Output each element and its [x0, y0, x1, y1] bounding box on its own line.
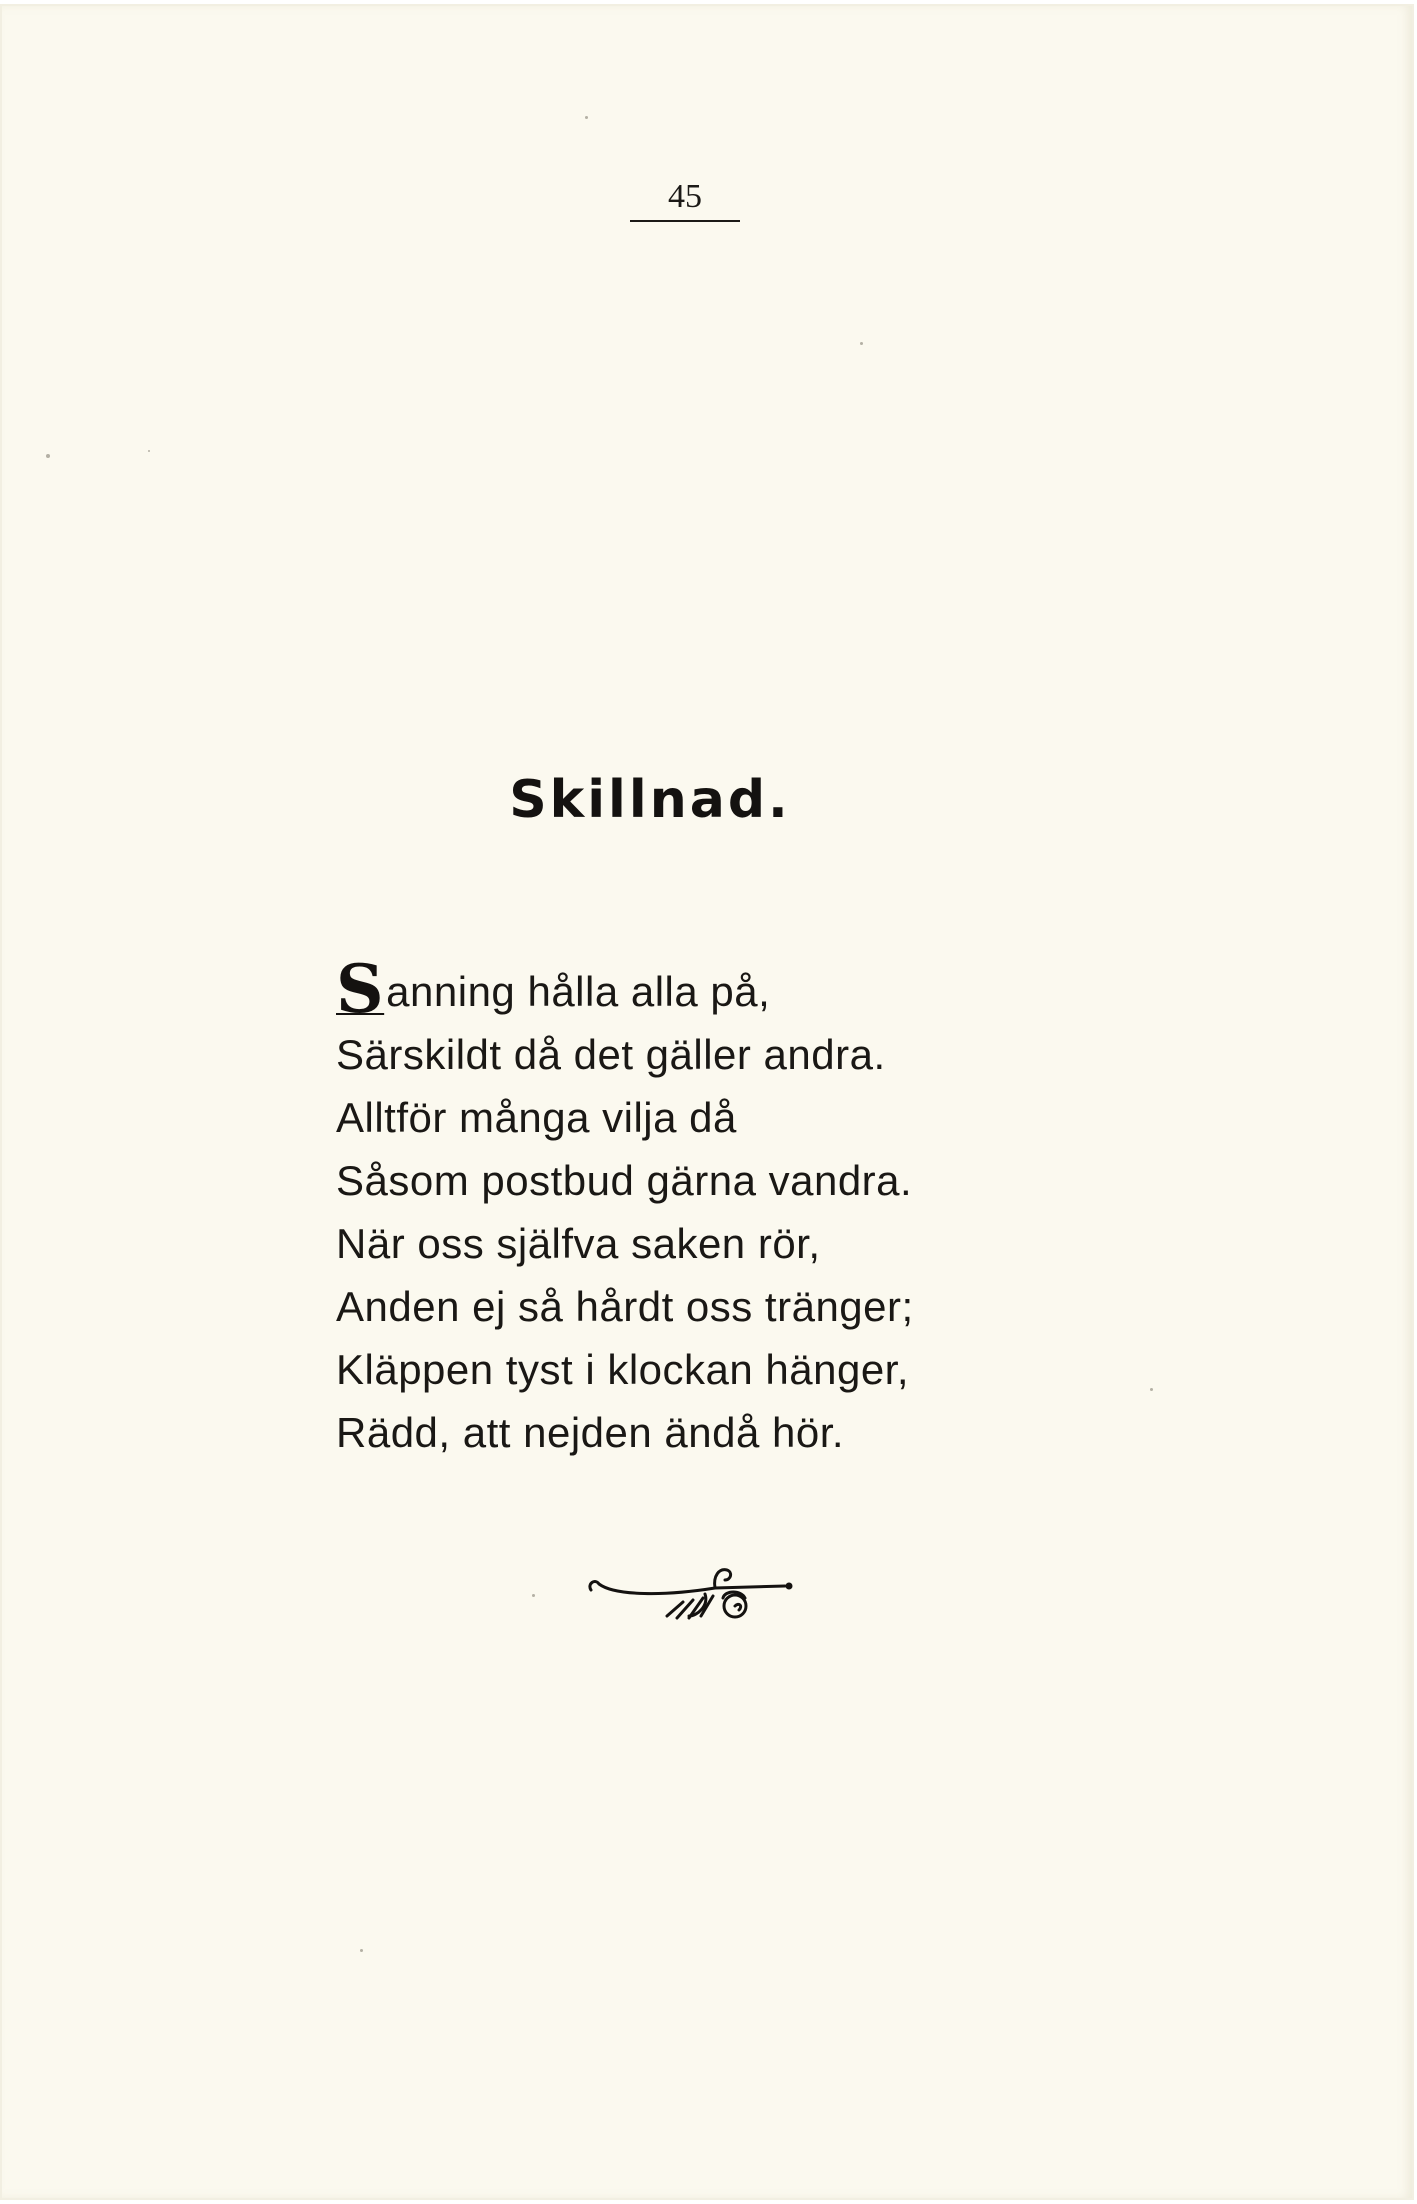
poem-line-text: anning hålla alla på, — [386, 968, 771, 1015]
poem-title: Skillnad. — [509, 770, 791, 830]
poem-line — [336, 950, 1136, 1028]
paper-speck — [148, 450, 150, 452]
page-number: 45 — [668, 178, 702, 215]
paper-speck — [1150, 1388, 1153, 1391]
page-number-rule — [630, 220, 740, 222]
paper-speck — [360, 1949, 363, 1952]
poem-line: Såsom postbud gärna vandra. — [336, 1157, 913, 1204]
flourish-ornament-icon — [585, 1554, 795, 1644]
poem-line: Alltför många vilja då — [336, 1094, 737, 1141]
poem-line: Kläppen tyst i klockan hänger, — [336, 1346, 910, 1393]
poem-line: När oss själfva saken rör, — [336, 1220, 821, 1267]
poem-line: Anden ej så hårdt oss tränger; — [336, 1283, 914, 1330]
paper-speck — [860, 342, 863, 345]
paper-speck — [585, 116, 588, 119]
poem-line: Rädd, att nejden ändå hör. — [336, 1409, 845, 1456]
poem-line: Särskildt då det gäller andra. — [336, 1031, 886, 1078]
drop-cap: S — [336, 950, 385, 1028]
paper-speck — [46, 454, 50, 458]
paper-speck — [532, 1594, 535, 1597]
book-page — [0, 4, 1414, 2200]
poem-body — [336, 950, 1136, 1464]
